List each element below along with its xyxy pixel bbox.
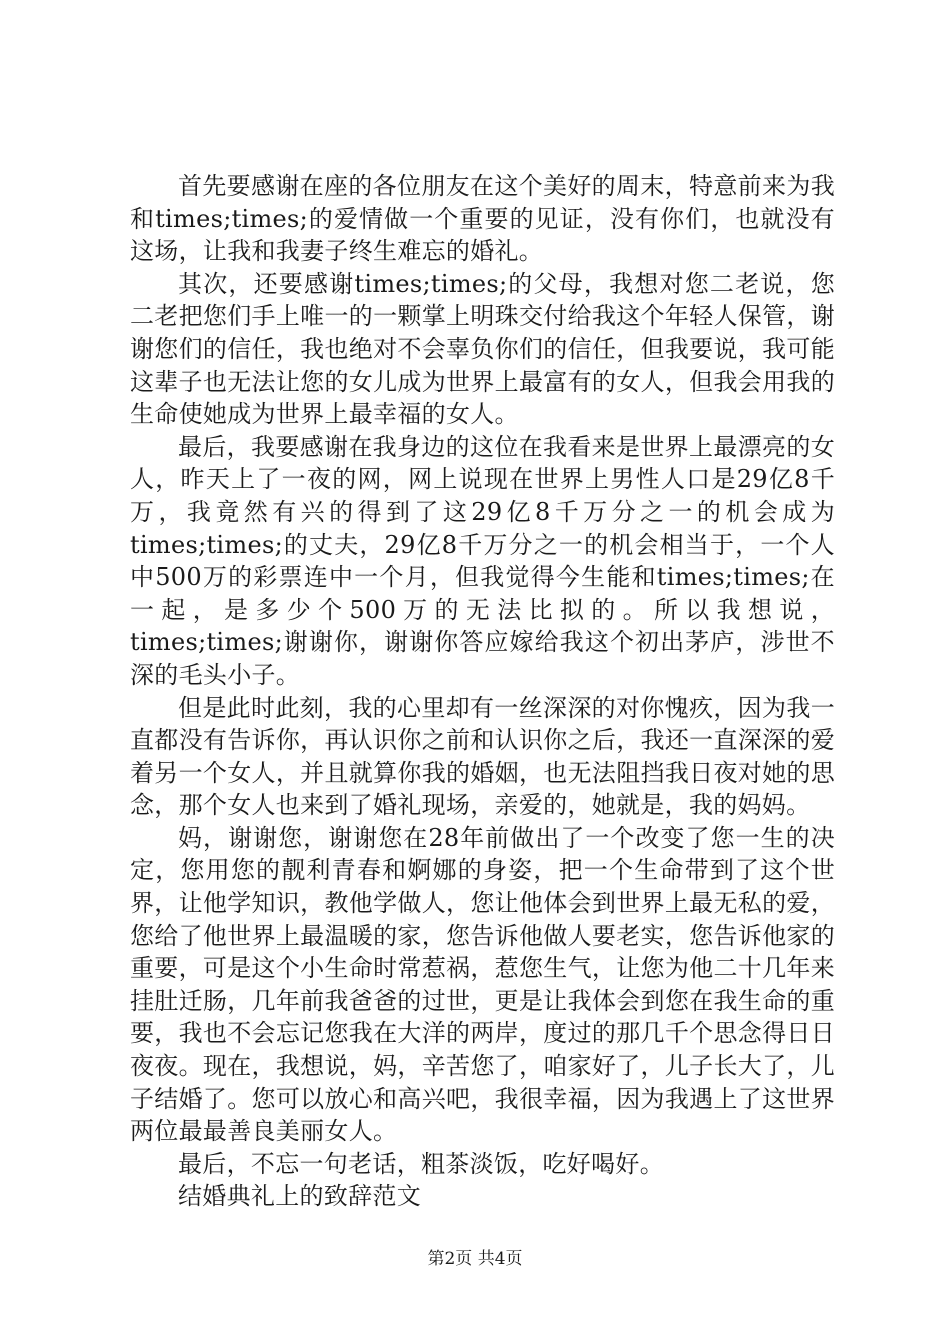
paragraph-thanks-bride: 最后，我要感谢在我身边的这位在我看来是世界上最漂亮的女人，昨天上了一夜的网，网上说现在世界上男性人口是29亿8千万，我竟然有兴的得到了这29亿8千万分之一的机会成为times;times;的丈夫，29亿8千万分之一的机会相当于，一个人中500万的彩票连中一个月，但我觉得今生能和times;times;在一起，是多少个500万的无法比拟的。所以我想说，times;times;谢谢你，谢谢你答应嫁给我这个初出茅庐，涉世不深的毛头小子。: [130, 432, 835, 689]
paragraph-another-woman: 但是此时此刻，我的心里却有一丝深深的对你愧疚，因为我一直都没有告诉你，再认识你之前和认识你之后，我还一直深深的爱着另一个女人，并且就算你我的婚姻，也无法阻挡我日夜对她的思念，那个女人也来到了婚礼现场，亲爱的，她就是，我的妈妈。: [130, 693, 835, 820]
document-body: [130, 170, 835, 1213]
paragraph-closing: 最后，不忘一句老话，粗茶淡饭，吃好喝好。: [178, 1149, 664, 1178]
paragraph-thanks-mother: 妈，谢谢您，谢谢您在28年前做出了一个改变了您一生的决定，您用您的靓利青春和婀娜的身姿，把一个生命带到了这个世界，让他学知识，教他学做人，您让他体会到世界上最无私的爱，您给了他世界上最温暖的家，您告诉他做人要老实，您告诉他家的重要，可是这个小生命时常惹祸，惹您生气，让您为他二十几年来挂肚迁肠，几年前我爸爸的过世，更是让我体会到您在我生命的重要，我也不会忘记您我在大洋的两岸，度过的那几千个思念得日日夜夜。现在，我想说，妈，辛苦您了，咱家好了，儿子长大了，儿子结婚了。您可以放心和高兴吧，我很幸福，因为我遇上了这世界两位最最善良美丽女人。: [130, 823, 835, 1146]
page-number-footer: 第2页 共4页: [427, 1249, 523, 1269]
paragraph-thanks-friends: 首先要感谢在座的各位朋友在这个美好的周末，特意前来为我和times;times;的爱情做一个重要的见证，没有你们，也就没有这场，让我和我妻子终生难忘的婚礼。: [130, 172, 835, 266]
paragraph-thanks-parents: 其次，还要感谢times;times;的父母，我想对您二老说，您二老把您们手上唯一的一颗掌上明珠交付给我这个年轻人保管，谢谢您们的信任，我也绝对不会辜负你们的信任，但我要说，我可能这辈子也无法让您的女儿成为世界上最富有的女人，但我会用我的生命使她成为世界上最幸福的女人。: [130, 269, 835, 429]
paragraph-next-title: 结婚典礼上的致辞范文: [178, 1182, 421, 1211]
